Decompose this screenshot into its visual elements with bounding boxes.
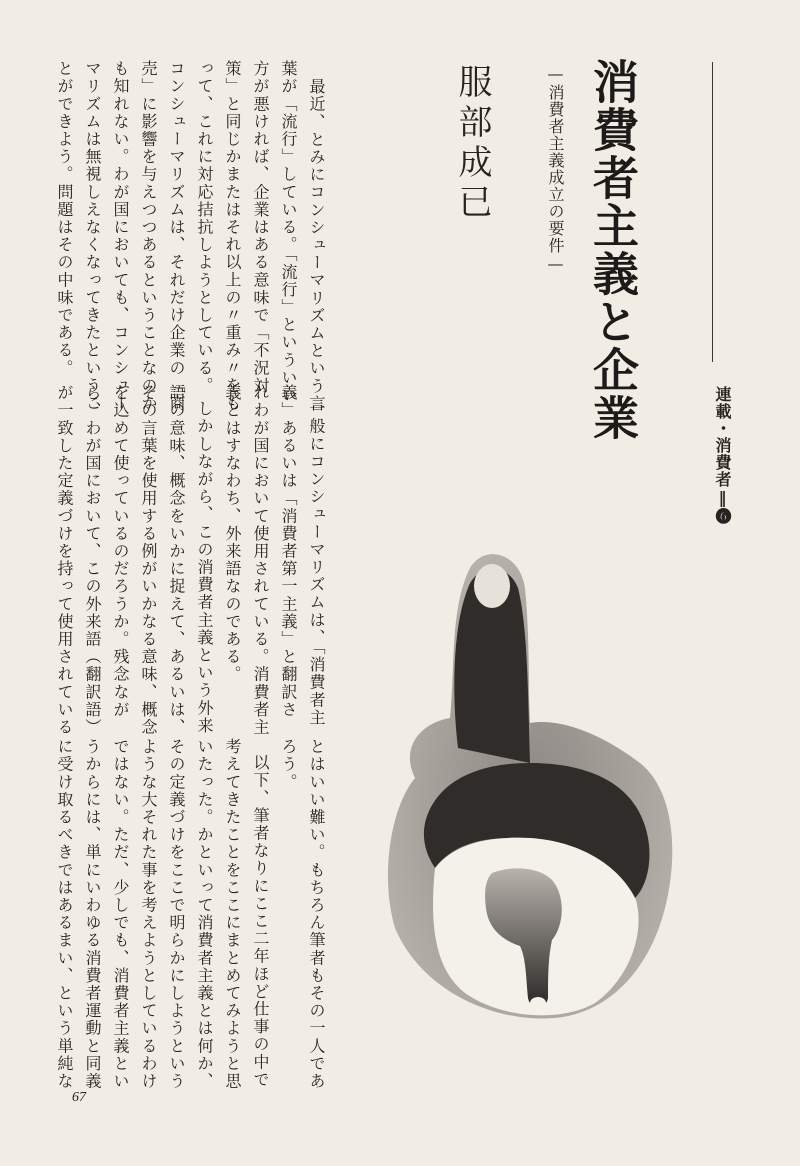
text-line: 方が悪ければ、企業はある意味で「不況対 [251, 60, 270, 395]
text-line: 一般にコンシューマリズムは、「消費者主 [307, 400, 326, 727]
text-line: コンシューマリズムは、それだけ企業の「商 [167, 60, 186, 412]
text-line: ろう。 [279, 738, 298, 791]
text-line: その定義づけをここで明らかにしようという [167, 738, 186, 1090]
text-line: うからには、単にいわゆる消費者運動と同義 [83, 738, 102, 1090]
series-label: 連載・消費者‖❻ [713, 386, 732, 525]
text-line: 義とはすなわち、外来語なのである。 [223, 384, 242, 684]
small-fingernail-shape [530, 997, 546, 1009]
article-title: 消費者主義と企業 [586, 58, 640, 442]
text-line: ではない。ただ、少しでも、消費者主義とい [111, 738, 130, 1090]
text-line: が一致した定義づけを持って使用されている [55, 384, 74, 736]
text-line: ような大それた事を考えようとしているわけ [139, 738, 158, 1090]
text-line: ら、わが国において、この外来語（翻訳語） [83, 384, 102, 736]
page-number: 67 [72, 1090, 86, 1105]
article-subtitle: —消費者主義成立の要件— [546, 64, 565, 274]
text-line: マリズムは無視しえなくなってきたというこ [83, 60, 102, 412]
text-line: とはいい難い。もちろん筆者もその一人であ [307, 738, 326, 1090]
text-line: って、これに対応拮抗しようとしている。 [195, 60, 214, 395]
text-line: その言葉を使用する例がいかなる意味、概念 [139, 384, 158, 736]
text-line: しかしながら、この消費者主義という外来 [195, 400, 214, 735]
text-line: いたった。かといって消費者主義とは何か、 [195, 738, 214, 1090]
series-rule [712, 62, 713, 362]
text-line: に受け取るべきではあるまい、という単純な [55, 738, 74, 1090]
text-line: とができよう。問題はその中味である。 [55, 60, 74, 377]
text-line: も知れない。わが国においても、コンシュー [111, 60, 130, 412]
author-name: 服部成已 [452, 64, 492, 224]
text-line: 義」あるいは「消費者第一主義」と翻訳さ [279, 384, 298, 719]
text-line: 考えてきたことをここにまとめてみようと思 [223, 738, 242, 1090]
text-line: 最近、とみにコンシューマリズムという言 [307, 78, 326, 413]
fingernail-shape [474, 564, 510, 608]
text-line: 以下、筆者なりにここ二年ほど仕事の中で [251, 754, 270, 1089]
text-line: を込めて使っているのだろうか。残念なが [111, 384, 130, 719]
pointing-hand-illustration [380, 548, 680, 1048]
text-line: 葉が「流行」している。「流行」といういい [279, 60, 298, 404]
text-line: 売」に影響を与えつつあるということなのか [139, 60, 158, 412]
text-line: 語の意味、概念をいかに捉えて、あるいは、 [167, 384, 186, 736]
text-line: れわが国において使用されている。消費者主 [251, 384, 270, 736]
text-line: 策」と同じかまたはそれ以上の〃重み〃をも [223, 60, 242, 412]
